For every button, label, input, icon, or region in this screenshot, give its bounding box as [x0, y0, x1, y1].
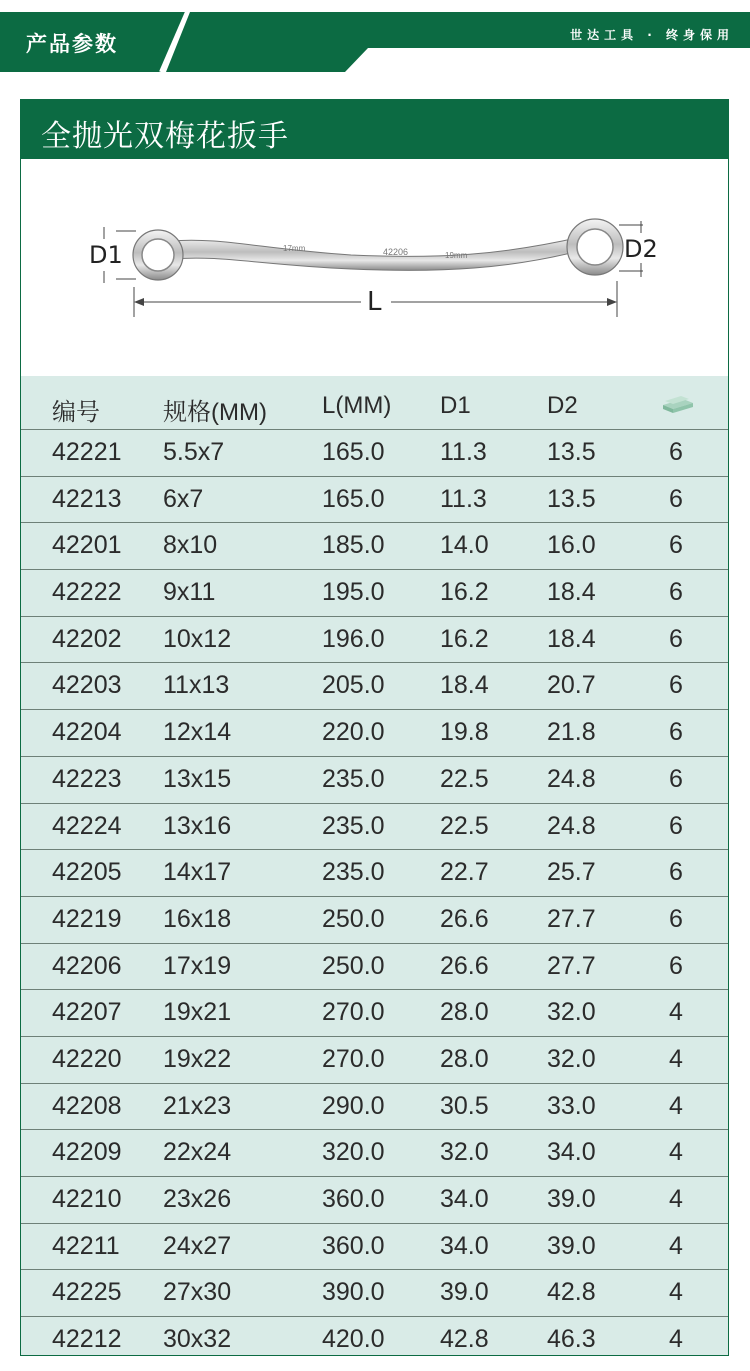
cell-code: 42211	[52, 1231, 120, 1260]
cell-d2: 33.0	[547, 1091, 596, 1120]
cell-code: 42203	[52, 671, 122, 700]
cell-code: 42208	[52, 1091, 122, 1120]
table-row	[21, 1083, 728, 1130]
cell-code: 42201	[52, 531, 122, 560]
table-row	[21, 429, 728, 476]
cell-length: 270.0	[322, 1044, 385, 1073]
cell-length: 235.0	[322, 811, 385, 840]
table-row	[21, 896, 728, 943]
cell-length: 195.0	[322, 578, 385, 607]
cell-qty: 4	[669, 1185, 683, 1213]
cell-code: 42213	[52, 484, 122, 513]
banner-slogan: 世达工具 · 终身保用	[570, 28, 734, 42]
cell-d2: 25.7	[547, 858, 596, 887]
cell-qty: 6	[669, 858, 683, 887]
cell-qty: 4	[669, 1091, 683, 1120]
cell-length: 390.0	[322, 1278, 385, 1307]
cell-code: 42207	[52, 998, 122, 1027]
product-title: 全抛光双梅花扳手	[41, 119, 289, 154]
cell-d2: 39.0	[547, 1185, 596, 1213]
cell-size: 8x10	[163, 531, 218, 560]
cell-qty: 4	[669, 1138, 683, 1167]
table-row	[21, 616, 728, 663]
cell-size: 22x24	[163, 1138, 232, 1167]
cell-d2: 46.3	[547, 1325, 596, 1354]
top-banner	[0, 12, 750, 72]
cell-d1: 22.5	[440, 811, 489, 840]
cell-length: 270.0	[322, 998, 385, 1027]
cell-d1: 19.8	[440, 718, 489, 747]
cell-qty: 6	[669, 811, 683, 840]
cell-d2: 27.7	[547, 951, 596, 980]
product-header	[21, 100, 728, 159]
cell-size: 24x27	[163, 1231, 232, 1260]
cell-size: 13x16	[163, 811, 232, 840]
label-l: L	[367, 287, 382, 317]
cell-d1: 11.3	[440, 484, 487, 513]
table-row	[21, 756, 728, 803]
cell-code: 42206	[52, 951, 122, 980]
cell-code: 42224	[52, 811, 122, 840]
cell-d2: 39.0	[547, 1231, 596, 1260]
cell-qty: 6	[669, 624, 683, 653]
table-row	[21, 1129, 728, 1176]
cell-d1: 22.7	[440, 858, 489, 887]
cell-d2: 27.7	[547, 904, 596, 933]
cell-qty: 6	[669, 484, 683, 513]
wrench-illustration	[21, 159, 728, 376]
cell-size: 5.5x7	[163, 438, 225, 466]
table-row	[21, 1223, 728, 1270]
cell-d1: 28.0	[440, 1044, 489, 1073]
stamp-left: 17mm	[283, 244, 306, 253]
cell-d1: 22.5	[440, 764, 489, 793]
cell-size: 27x30	[163, 1278, 232, 1307]
cell-d1: 16.2	[440, 578, 489, 607]
cell-size: 11x13	[163, 671, 230, 700]
table-row	[21, 989, 728, 1036]
cell-length: 205.0	[322, 671, 385, 700]
cell-d2: 13.5	[547, 484, 596, 513]
cell-d2: 32.0	[547, 1044, 596, 1073]
stamp-right: 19mm	[445, 251, 468, 260]
cell-d1: 34.0	[440, 1185, 489, 1213]
spec-table	[21, 376, 728, 1355]
cell-d2: 42.8	[547, 1278, 596, 1307]
cell-size: 19x22	[163, 1044, 232, 1073]
cell-size: 21x23	[163, 1091, 232, 1120]
banner-title: 产品参数	[26, 32, 118, 56]
table-row	[21, 569, 728, 616]
cell-length: 165.0	[322, 438, 385, 466]
table-row	[21, 849, 728, 896]
cell-qty: 6	[669, 671, 683, 700]
cell-d1: 16.2	[440, 624, 489, 653]
table-row	[21, 1316, 728, 1363]
cell-qty: 6	[669, 531, 683, 560]
cell-d2: 20.7	[547, 671, 596, 700]
cell-length: 320.0	[322, 1138, 385, 1167]
cell-d2: 24.8	[547, 764, 596, 793]
cell-code: 42223	[52, 764, 122, 793]
cell-d2: 16.0	[547, 531, 596, 560]
header-length: L(MM)	[322, 392, 392, 419]
cell-qty: 4	[669, 1231, 683, 1260]
cell-d1: 42.8	[440, 1325, 489, 1354]
cell-size: 19x21	[163, 998, 232, 1027]
cell-qty: 6	[669, 438, 683, 466]
cell-length: 360.0	[322, 1185, 385, 1213]
cell-size: 17x19	[163, 951, 232, 980]
label-d1: D1	[89, 241, 123, 269]
cell-code: 42222	[52, 578, 122, 607]
cell-size: 10x12	[163, 624, 232, 653]
cell-length: 235.0	[322, 858, 385, 887]
cell-d1: 34.0	[440, 1231, 489, 1260]
cell-qty: 4	[669, 1044, 683, 1073]
cell-size: 12x14	[163, 718, 232, 747]
package-stack-icon	[661, 394, 695, 422]
cell-code: 42225	[52, 1278, 122, 1307]
cell-length: 196.0	[322, 624, 385, 653]
cell-size: 9x11	[163, 578, 216, 607]
label-d2: D2	[624, 235, 658, 263]
cell-d2: 24.8	[547, 811, 596, 840]
cell-d2: 21.8	[547, 718, 596, 747]
cell-length: 420.0	[322, 1325, 385, 1354]
header-d2: D2	[547, 392, 578, 419]
cell-length: 360.0	[322, 1231, 385, 1260]
cell-d1: 14.0	[440, 531, 489, 560]
cell-d1: 32.0	[440, 1138, 489, 1167]
cell-d2: 13.5	[547, 438, 596, 466]
cell-code: 42212	[52, 1325, 122, 1354]
header-d1: D1	[440, 392, 471, 419]
stamp-code: 42206	[383, 247, 409, 257]
table-row	[21, 803, 728, 850]
cell-d1: 26.6	[440, 951, 489, 980]
cell-size: 6x7	[163, 484, 204, 513]
table-header	[21, 376, 728, 430]
cell-code: 42210	[52, 1185, 122, 1213]
cell-code: 42204	[52, 718, 122, 747]
table-row	[21, 1269, 728, 1316]
table-row	[21, 709, 728, 756]
cell-qty: 4	[669, 1278, 683, 1307]
cell-code: 42220	[52, 1044, 122, 1073]
product-panel	[20, 99, 729, 1356]
header-code: 编号	[52, 399, 100, 426]
cell-d2: 18.4	[547, 624, 596, 653]
header-size: 规格(MM)	[163, 399, 267, 426]
table-row	[21, 943, 728, 990]
cell-d1: 18.4	[440, 671, 489, 700]
cell-length: 165.0	[322, 484, 385, 513]
cell-size: 16x18	[163, 904, 232, 933]
cell-d2: 34.0	[547, 1138, 596, 1167]
table-row	[21, 1036, 728, 1083]
table-row	[21, 522, 728, 569]
table-row	[21, 662, 728, 709]
cell-code: 42205	[52, 858, 122, 887]
cell-code: 42209	[52, 1138, 122, 1167]
cell-length: 290.0	[322, 1091, 385, 1120]
cell-length: 235.0	[322, 764, 385, 793]
cell-qty: 6	[669, 718, 683, 747]
cell-size: 13x15	[163, 764, 232, 793]
cell-code: 42202	[52, 624, 122, 653]
cell-length: 185.0	[322, 531, 385, 560]
cell-qty: 4	[669, 998, 683, 1027]
cell-qty: 6	[669, 578, 683, 607]
cell-d1: 26.6	[440, 904, 489, 933]
table-row	[21, 1176, 728, 1223]
cell-length: 250.0	[322, 951, 385, 980]
cell-d1: 30.5	[440, 1091, 489, 1120]
cell-length: 220.0	[322, 718, 385, 747]
cell-d2: 32.0	[547, 998, 596, 1027]
cell-qty: 6	[669, 904, 683, 933]
cell-size: 30x32	[163, 1325, 232, 1354]
cell-size: 23x26	[163, 1185, 232, 1213]
wrench-figure	[21, 159, 728, 376]
cell-size: 14x17	[163, 858, 232, 887]
cell-d2: 18.4	[547, 578, 596, 607]
cell-d1: 28.0	[440, 998, 489, 1027]
table-body	[21, 429, 728, 1363]
cell-d1: 11.3	[440, 438, 487, 466]
table-row	[21, 476, 728, 523]
cell-qty: 6	[669, 764, 683, 793]
cell-code: 42219	[52, 904, 122, 933]
cell-qty: 4	[669, 1325, 683, 1354]
cell-d1: 39.0	[440, 1278, 489, 1307]
cell-length: 250.0	[322, 904, 385, 933]
cell-code: 42221	[52, 438, 122, 466]
cell-qty: 6	[669, 951, 683, 980]
